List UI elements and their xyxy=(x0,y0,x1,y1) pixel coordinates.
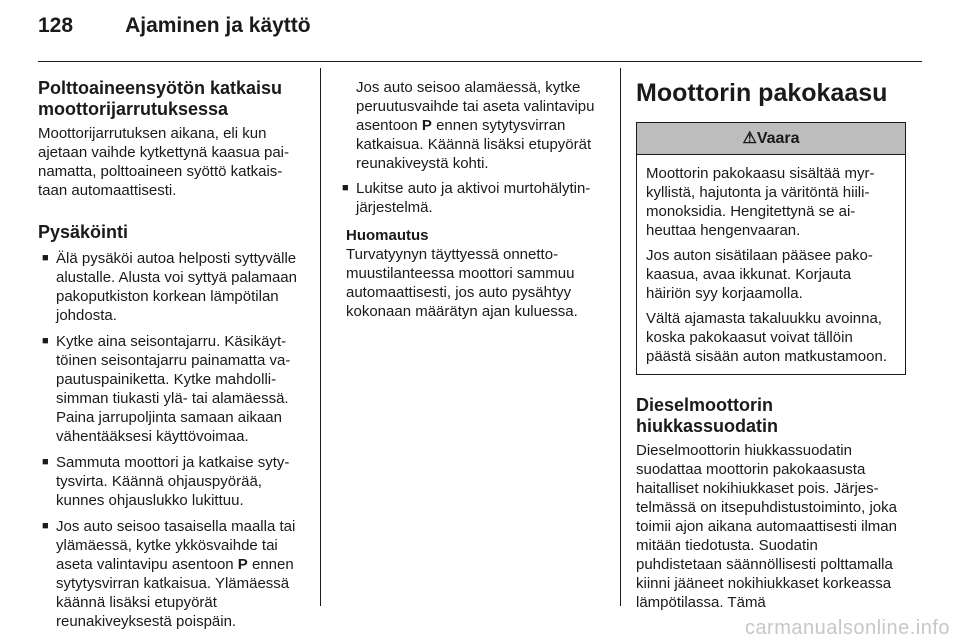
column-2 xyxy=(338,78,606,321)
column-3 xyxy=(636,78,906,612)
parking-list-continued xyxy=(338,179,606,217)
list-item-text: ennen sytytysvirran katkaisua. Ylämäessä käännä lisäksi etupyörät reunakiveyksestä poispäin. xyxy=(56,556,294,630)
warning-body xyxy=(637,155,905,374)
list-item xyxy=(38,517,306,631)
bullet-icon: ■ xyxy=(342,182,349,194)
list-item-text: Lukitse auto ja aktivoi murtohälytinjärjestelmä. xyxy=(356,180,591,216)
page-number: 128 xyxy=(38,14,74,37)
parking-list xyxy=(38,249,306,631)
gear-position-p: P xyxy=(237,556,248,573)
page-header xyxy=(38,14,311,38)
fuel-cutoff-paragraph: Moottorijarrutuksen aikana, eli kun ajetaan vaihde kytkettynä kaasua painamatta, polttoaineen syöttö katkaistaan automaattisesti. xyxy=(38,125,289,199)
continued-item-text xyxy=(338,78,606,173)
section-heading-particle-filter: Dieselmoottorin hiukkassuodatin xyxy=(636,395,779,436)
warning-paragraph: Jos auton sisätilaan pääsee pakokaasua, avaa ikkunat. Korjauta häiriön syy korjaamolla. xyxy=(646,247,873,302)
bullet-icon: ■ xyxy=(42,520,49,532)
particle-filter-paragraph: Dieselmoottorin hiukkassuodatin suodattaa moottorin pakokaasusta haitalliset nokihiukkaset pois. Järjestelmässä on itsepuhdistustoiminto, joka toimii ajon aikana automaattisesti ilman mitään tiedotusta. Suodatin puhdistetaan säännöllisesti polttamalla kiinni jääneet nokihiukkaset korkeassa lämpötilassa. Tämä xyxy=(636,442,897,611)
list-item xyxy=(38,453,306,510)
bullet-icon: ■ xyxy=(42,252,49,264)
list-item-text: Älä pysäköi autoa helposti syttyvälle alustalle. Alusta voi syttyä palamaan pakoputkiston korkean lämpötilan johdosta. xyxy=(56,250,297,324)
warning-paragraph: Vältä ajamasta takaluukku avoinna, koska pakokaasut voivat tällöin päästä sisään auton matkustamoon. xyxy=(646,310,887,365)
section-heading-parking: Pysäköinti xyxy=(38,222,129,242)
section-heading-exhaust: Moottorin pakokaasu xyxy=(636,79,888,107)
chapter-title: Ajaminen ja käyttö xyxy=(125,14,311,37)
header-rule xyxy=(38,61,922,62)
list-item xyxy=(338,179,606,217)
gear-position-p: P xyxy=(421,117,432,134)
warning-title: Vaara xyxy=(756,130,800,147)
watermark: carmanualsonline.info xyxy=(744,617,950,639)
bullet-icon: ■ xyxy=(42,456,49,468)
column-divider-1 xyxy=(320,68,321,606)
continued-text-a: Jos auto seisoo alamäessä, kytke peruutusvaihde tai aseta valintavipu asentoon xyxy=(356,79,595,134)
note-title: Huomautus xyxy=(346,227,429,244)
warning-triangle-icon: ⚠ xyxy=(742,130,757,147)
warning-paragraph: Moottorin pakokaasu sisältää myrkyllistä, hajutonta ja väritöntä hiilimonoksidia. Hengitettynä se aiheuttaa hengenvaaran. xyxy=(646,165,875,239)
column-divider-2 xyxy=(620,68,621,606)
warning-header xyxy=(637,123,905,155)
list-item-text: Sammuta moottori ja katkaise sytytysvirta. Käännä ohjauspyörää, kunnes ohjauslukko lukittuu. xyxy=(56,454,290,509)
list-item-text: Jos auto seisoo tasaisella maalla tai ylämäessä, kytke ykkösvaihde tai aseta valintavipu asentoon xyxy=(56,518,296,573)
warning-box xyxy=(636,122,906,375)
continued-text-b: ennen sytytysvirran katkaisua. Käännä lisäksi etupyörät reunakiveystä kohti. xyxy=(356,117,592,172)
list-item xyxy=(38,332,306,446)
section-heading-fuel-cutoff: Polttoaineensyötön katkaisu moottorijarrutuksessa xyxy=(38,78,283,119)
column-1 xyxy=(38,78,306,638)
list-item-text: Kytke aina seisontajarru. Käsikäyttöinen seisontajarru painamatta vapautuspainiketta. Kytke mahdollisimman tiukasti ylä- tai alamäessä. Paina jarrupoljinta samaan aikaan vähentääksesi käyttövoimaa. xyxy=(56,333,291,445)
list-item xyxy=(38,249,306,325)
note-text: Turvatyynyn täyttyessä onnettomuustilanteessa moottori sammuu automaattisesti, jos auto pysähtyy kokonaan määrätyn ajan kuluessa. xyxy=(346,246,578,320)
bullet-icon: ■ xyxy=(42,335,49,347)
